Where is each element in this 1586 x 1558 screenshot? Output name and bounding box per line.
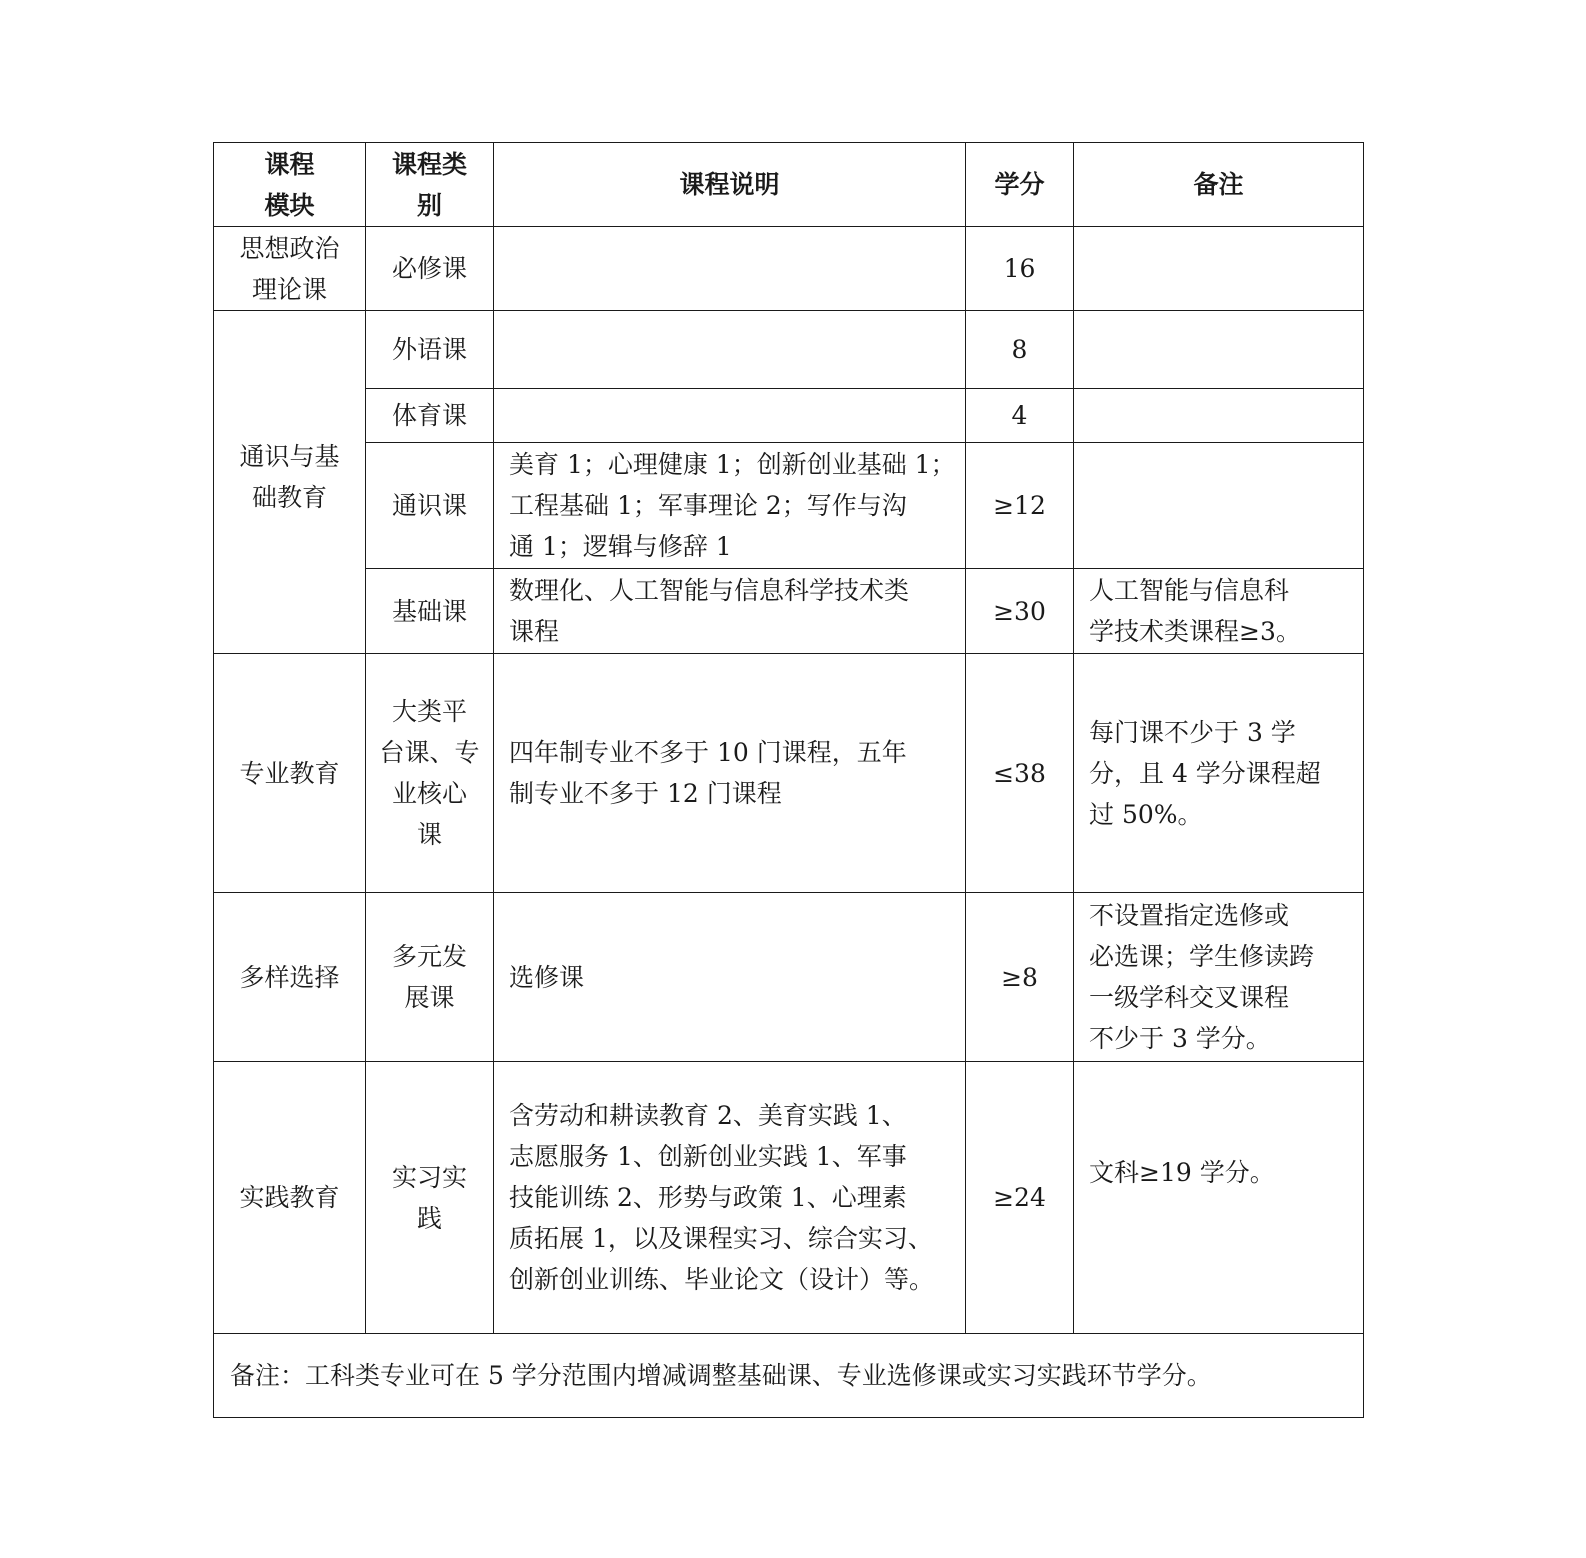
credits-cell: 8 — [966, 311, 1074, 389]
module-cell: 通识与基 础教育 — [214, 311, 366, 654]
description-cell — [494, 227, 966, 311]
header-credits: 学分 — [966, 143, 1074, 227]
header-description: 课程说明 — [494, 143, 966, 227]
table-row — [214, 311, 1364, 389]
module-cell: 实践教育 — [214, 1062, 366, 1334]
remarks-cell — [1074, 443, 1364, 569]
description-cell: 美育 1；心理健康 1；创新创业基础 1； 工程基础 1；军事理论 2；写作与沟 通 1；逻辑与修辞 1 — [494, 443, 966, 569]
category-cell: 通识课 — [366, 443, 494, 569]
category-cell: 大类平 台课、专 业核心 课 — [366, 654, 494, 893]
footnote-cell: 备注：工科类专业可在 5 学分范围内增减调整基础课、专业选修课或实习实践环节学分。 — [214, 1334, 1364, 1418]
description-cell: 含劳动和耕读教育 2、美育实践 1、 志愿服务 1、创新创业实践 1、军事 技能训练 2、形势与政策 1、心理素 质拓展 1，以及课程实习、综合实习、 创新创业训练、毕业论文（设计）等。 — [494, 1062, 966, 1334]
module-cell: 专业教育 — [214, 654, 366, 893]
description-cell — [494, 311, 966, 389]
credits-cell: 16 — [966, 227, 1074, 311]
header-remarks: 备注 — [1074, 143, 1364, 227]
credits-cell: 4 — [966, 389, 1074, 443]
remarks-cell: 每门课不少于 3 学 分，且 4 学分课程超 过 50%。 — [1074, 654, 1364, 893]
table-row — [214, 389, 1364, 443]
credits-cell: ≥30 — [966, 569, 1074, 654]
category-cell: 体育课 — [366, 389, 494, 443]
table-row — [214, 893, 1364, 1062]
remarks-cell — [1074, 227, 1364, 311]
description-cell — [494, 389, 966, 443]
table-row — [214, 443, 1364, 569]
description-cell: 四年制专业不多于 10 门课程，五年 制专业不多于 12 门课程 — [494, 654, 966, 893]
remarks-cell: 文科≥19 学分。 — [1074, 1062, 1364, 1334]
table-row — [214, 227, 1364, 311]
credits-cell: ≥8 — [966, 893, 1074, 1062]
header-row — [214, 143, 1364, 227]
footnote-row — [214, 1334, 1364, 1418]
table-row — [214, 1062, 1364, 1334]
category-cell: 外语课 — [366, 311, 494, 389]
table-row — [214, 569, 1364, 654]
module-cell: 思想政治 理论课 — [214, 227, 366, 311]
category-cell: 实习实 践 — [366, 1062, 494, 1334]
curriculum-credit-table — [213, 142, 1364, 1418]
remarks-cell: 不设置指定选修或 必选课；学生修读跨 一级学科交叉课程 不少于 3 学分。 — [1074, 893, 1364, 1062]
table-row — [214, 654, 1364, 893]
header-category: 课程类 别 — [366, 143, 494, 227]
remarks-cell — [1074, 311, 1364, 389]
remarks-cell — [1074, 389, 1364, 443]
description-cell: 数理化、人工智能与信息科学技术类 课程 — [494, 569, 966, 654]
credits-cell: ≤38 — [966, 654, 1074, 893]
description-cell: 选修课 — [494, 893, 966, 1062]
category-cell: 必修课 — [366, 227, 494, 311]
module-cell: 多样选择 — [214, 893, 366, 1062]
category-cell: 多元发 展课 — [366, 893, 494, 1062]
header-module: 课程 模块 — [214, 143, 366, 227]
credits-cell: ≥24 — [966, 1062, 1074, 1334]
category-cell: 基础课 — [366, 569, 494, 654]
credits-cell: ≥12 — [966, 443, 1074, 569]
remarks-cell: 人工智能与信息科 学技术类课程≥3。 — [1074, 569, 1364, 654]
